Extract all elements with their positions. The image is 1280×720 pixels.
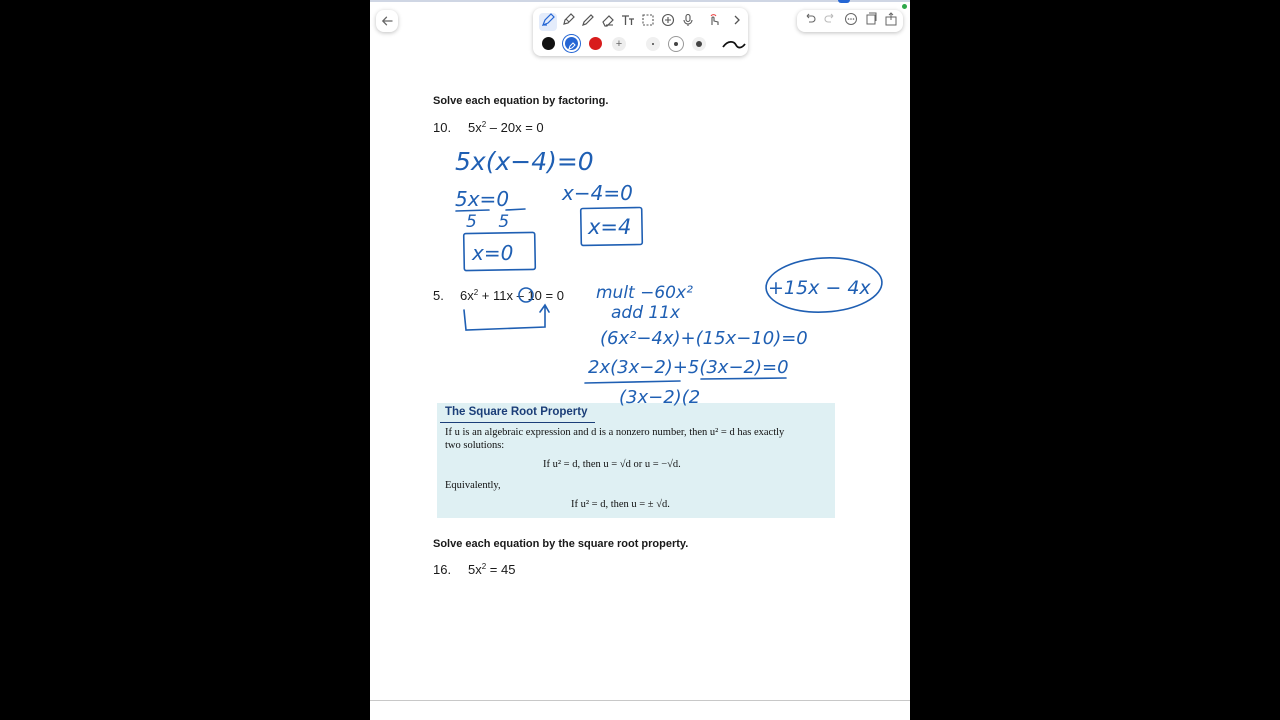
property-rule-2: If u² = d, then u = ± √d. [571, 499, 670, 510]
ink-p5-step3: (3x−2)(2 [619, 387, 701, 408]
redo-icon [823, 12, 837, 31]
add-shape-icon [661, 13, 675, 32]
undo-icon [803, 12, 817, 31]
add-page-icon [864, 12, 878, 31]
ink-p5-step1: (6x²−4x)+(15x−10)=0 [600, 328, 808, 349]
highlighter-icon [561, 13, 575, 32]
ink-p10-left-top: 5x=0 [455, 187, 510, 211]
ink-p10-right-top: x−4=0 [562, 181, 633, 205]
problem-5-equation: $6x^2 + 11x - 10 = 0$ [460, 288, 564, 303]
pencil-tool-button[interactable] [579, 13, 597, 31]
status-dot-blue [838, 0, 850, 3]
touch-icon [707, 13, 721, 32]
color-red-swatch[interactable] [589, 37, 602, 50]
pen-tool-button[interactable] [539, 13, 557, 31]
ink-p10-left-den: 5 5 [466, 212, 510, 232]
microphone-button[interactable] [679, 13, 697, 31]
stroke-size-medium[interactable] [669, 37, 683, 51]
lasso-select-button[interactable] [639, 13, 657, 31]
add-color-button[interactable] [612, 37, 626, 51]
square-root-property-box [437, 403, 835, 518]
arrow-left-icon [380, 14, 394, 33]
drawing-toolbar [533, 8, 748, 56]
ink-p5-step2: 2x(3x−2)+5(3x−2)=0 [588, 357, 789, 378]
share-icon [884, 12, 898, 31]
section-heading-square-root: Solve each equation by the square root property. [433, 538, 689, 550]
ink-p10-left-ans: x=0 [472, 241, 514, 265]
pen-icon [541, 13, 555, 32]
equivalently-label: Equivalently, [445, 480, 501, 491]
microphone-icon [681, 13, 695, 32]
eraser-icon [601, 13, 615, 32]
add-page-button[interactable] [862, 12, 880, 30]
color-black-swatch[interactable] [542, 37, 555, 50]
stroke-size-small[interactable] [646, 37, 660, 51]
pencil-icon [581, 13, 595, 32]
document-page [370, 0, 910, 720]
back-button[interactable] [376, 10, 398, 32]
ink-p5-add: add 11x [611, 303, 681, 323]
chevron-right-icon [730, 13, 744, 32]
problem-16-equation: $5x^2 = 45$ [468, 562, 516, 577]
ink-p10-line1: 5x(x−4)=0 [455, 147, 594, 176]
document-actions-toolbar [797, 10, 903, 32]
stroke-size-large[interactable] [692, 37, 706, 51]
redo-button[interactable] [821, 12, 839, 30]
ink-p10-right-ans: x=4 [588, 215, 632, 239]
property-text-line2: two solutions: [445, 440, 505, 451]
problem-16-number: 16. [433, 562, 452, 577]
add-shape-button[interactable] [659, 13, 677, 31]
more-tools-button[interactable] [728, 13, 746, 31]
share-button[interactable] [882, 12, 900, 30]
text-icon [621, 13, 635, 32]
color-blue-swatch[interactable] [565, 37, 578, 50]
page-bottom-border [370, 700, 910, 701]
eraser-tool-button[interactable] [599, 13, 617, 31]
touch-draw-button[interactable] [705, 13, 723, 31]
problem-10-equation: $5x^2 - 20x = 0$ [468, 120, 544, 135]
stroke-style-button[interactable] [722, 38, 746, 50]
title-underline [440, 422, 595, 423]
ink-p5-mult: mult −60x² [596, 283, 693, 303]
ink-p5-circled: +15x − 4x [768, 277, 871, 299]
highlighter-tool-button[interactable] [559, 13, 577, 31]
text-tool-button[interactable] [619, 13, 637, 31]
status-dot-green [902, 4, 907, 9]
more-options-button[interactable] [842, 12, 860, 30]
property-text-line1: If u is an algebraic expression and d is a nonzero number, then u² = d has exactly [445, 427, 785, 438]
problem-10-number: 10. [433, 120, 452, 135]
property-rule-1: If u² = d, then u = √d or u = −√d. [543, 459, 681, 470]
square-root-property-title: The Square Root Property [445, 406, 588, 418]
page-top-border [370, 0, 910, 2]
plus-icon: + [615, 38, 623, 50]
undo-button[interactable] [801, 12, 819, 30]
selected-pen-icon [567, 38, 577, 56]
problem-5-number: 5. [433, 288, 444, 303]
more-icon [844, 12, 858, 31]
wave-stroke-icon [722, 38, 746, 55]
lasso-select-icon [641, 13, 655, 32]
section-heading-factoring: Solve each equation by factoring. [433, 95, 609, 107]
